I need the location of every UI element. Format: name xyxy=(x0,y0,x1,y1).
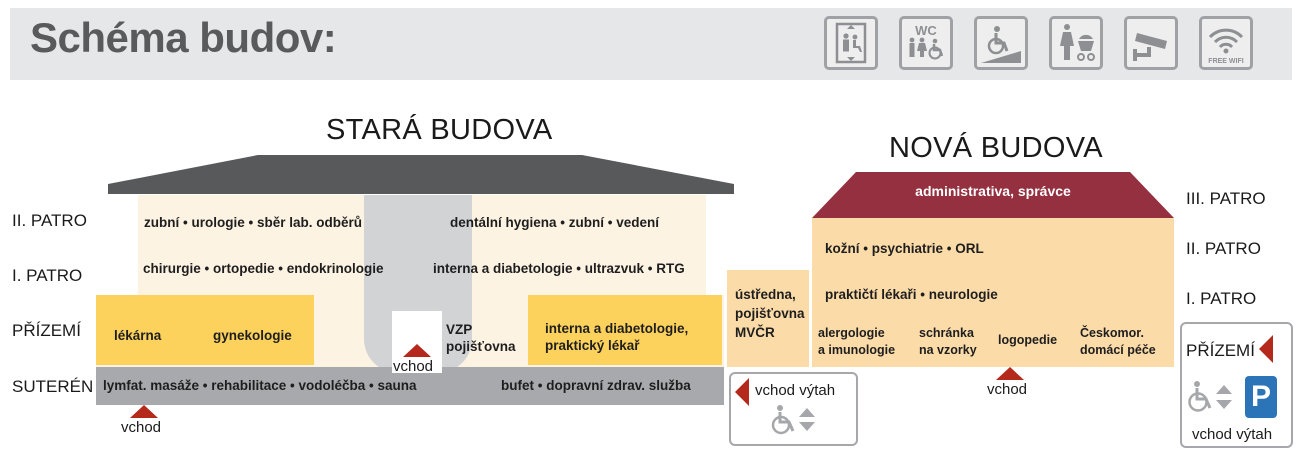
old-first-floor-right: interna a diabetologie • ultrazvuk • RTG xyxy=(433,261,685,276)
svg-text:FREE WIFI: FREE WIFI xyxy=(1208,58,1244,65)
old-ground-vzp-line1: VZP xyxy=(446,322,473,337)
old-floor-label-first: I. PATRO xyxy=(12,266,83,285)
new-floor-label-third: III. PATRO xyxy=(1186,189,1266,208)
annex-line2: pojišťovna xyxy=(735,306,805,321)
old-basement-right: bufet • dopravní zdrav. služba xyxy=(501,378,691,393)
old-ground-lekarna: lékárna xyxy=(114,328,162,343)
old-ground-gynekologie: gynekologie xyxy=(213,328,292,343)
old-ground-interna-line2: praktický lékař xyxy=(545,338,640,353)
parking-icon: P xyxy=(1245,376,1277,418)
old-central-entrance-label: vchod xyxy=(393,358,434,375)
new-floor-label-first: I. PATRO xyxy=(1186,289,1257,308)
old-building-roof xyxy=(108,154,736,196)
annex-wheelchair-elevator-icon xyxy=(770,404,820,436)
new-floor-label-second: II. PATRO xyxy=(1186,239,1261,258)
old-floor-label-ground: PŘÍZEMÍ xyxy=(12,321,81,340)
old-basement-left: lymfat. masáže • rehabilitace • vodoléčba • sauna xyxy=(103,378,417,393)
annex-elevator-entrance-label: vchod výtah xyxy=(755,382,836,399)
new-first-floor: praktičtí lékaři • neurologie xyxy=(825,287,998,302)
new-ground-schranka-line1: schránka xyxy=(919,326,974,340)
new-floor-label-ground: PŘÍZEMÍ xyxy=(1186,341,1255,360)
new-ground-schranka-line2: na vzorky xyxy=(919,343,977,357)
old-floor-label-second: II. PATRO xyxy=(12,211,87,230)
family-stroller-icon xyxy=(1049,16,1103,70)
new-ground-arrow-icon xyxy=(1259,335,1273,363)
new-entrance-marker xyxy=(996,367,1024,380)
new-elevator-entrance-label: vchod výtah xyxy=(1192,426,1273,443)
annex-entrance-arrow-icon xyxy=(735,378,749,406)
new-ground-alergologie-line1: alergologie xyxy=(818,326,885,340)
old-second-floor-left: zubní • urologie • sběr lab. odběrů xyxy=(144,215,362,230)
old-basement-entrance-marker xyxy=(130,405,158,418)
new-ground-alergologie-line2: a imunologie xyxy=(818,343,896,357)
new-ground-logopedie: logopedie xyxy=(998,333,1058,347)
svg-text:WC: WC xyxy=(915,23,937,38)
old-floor-label-basement: SUTERÉN xyxy=(12,377,94,396)
new-ground-ceskomor-line2: domácí péče xyxy=(1080,343,1156,357)
wheelchair-ramp-icon xyxy=(974,16,1028,70)
page-title: Schéma budov: xyxy=(30,14,337,61)
elevator-icon xyxy=(824,16,878,70)
old-basement-entrance-label: vchod xyxy=(121,419,162,436)
old-ground-vzp-line2: pojišťovna xyxy=(446,339,516,354)
new-ground-ceskomor-line1: Českomor. xyxy=(1080,326,1144,340)
old-second-floor-right: dentální hygiena • zubní • vedení xyxy=(450,215,659,230)
free-wifi-icon xyxy=(1199,16,1253,70)
old-ground-interna-line1: interna a diabetologie, xyxy=(545,321,689,336)
old-first-floor-left: chirurgie • ortopedie • endokrinologie xyxy=(143,261,384,276)
old-central-entrance-marker xyxy=(403,344,431,357)
cctv-camera-icon xyxy=(1124,16,1178,70)
new-building-title: NOVÁ BUDOVA xyxy=(889,132,1103,164)
new-roof-label: administrativa, správce xyxy=(915,183,1071,199)
old-building-title: STARÁ BUDOVA xyxy=(326,114,553,146)
new-second-floor: kožní • psychiatrie • ORL xyxy=(825,241,984,256)
new-entrance-label: vchod xyxy=(987,381,1028,398)
annex-line3: MVČR xyxy=(735,325,775,340)
wc-accessible-icon xyxy=(899,16,953,70)
annex-line1: ústředna, xyxy=(735,287,796,302)
new-wheelchair-elevator-icon xyxy=(1187,380,1237,414)
